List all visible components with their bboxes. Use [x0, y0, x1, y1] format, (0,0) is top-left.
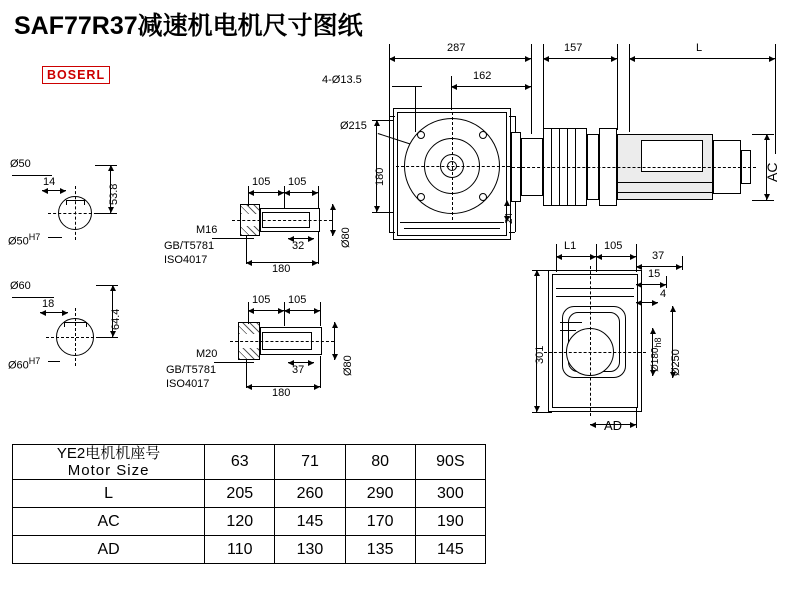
callout-m16-std1: GB/T5781: [164, 240, 215, 252]
ext-162-l: [451, 76, 452, 110]
ext-180-top: [372, 120, 394, 121]
ext-line-538-bot: [95, 213, 117, 214]
dimline-105r: [596, 256, 636, 257]
ext-AD-r: [636, 408, 637, 428]
centerline-v-60: [75, 308, 76, 366]
ext-line-644-bot: [96, 337, 118, 338]
centerline-output-v: [452, 112, 453, 220]
section-hatch-m16-bot: [241, 226, 259, 235]
leader-60-h7: [48, 361, 60, 362]
dimline-m16-105a: [248, 192, 284, 193]
leader-m20: [214, 362, 254, 363]
dimline-m20-d80: [334, 322, 335, 360]
dimline-162: [451, 86, 531, 87]
cell-L-71: 260: [275, 480, 345, 508]
end-view-rib2: [556, 296, 634, 297]
leader-holes-1: [392, 86, 422, 87]
cell-AC-71: 145: [275, 508, 345, 536]
dim-key-18: 18: [42, 298, 55, 310]
table-row-header: [13, 445, 486, 480]
dim-180: 180: [374, 167, 386, 186]
cell-AD-71: 130: [275, 536, 345, 564]
dim-m16-105b: 105: [288, 176, 307, 188]
dim-m20-180: 180: [272, 387, 291, 399]
centerline-v-50: [75, 186, 76, 240]
ext-m20-c: [320, 302, 321, 326]
dim-15-right: 15: [648, 268, 661, 280]
callout-bolt-holes: 4-Ø13.5: [322, 74, 362, 86]
dimline-15r: [636, 284, 666, 285]
section-hatch-m16-top: [241, 205, 259, 214]
dim-shaft50-h7-value: Ø50: [8, 235, 29, 248]
cell-AC-90S: 190: [415, 508, 485, 536]
ext-m20-b: [284, 302, 285, 326]
ext-AC-bot: [752, 200, 774, 201]
dim-4-right: 4: [660, 288, 667, 300]
callout-m16-std2: ISO4017: [164, 254, 208, 266]
callout-m20-std2: ISO4017: [166, 378, 210, 390]
dim-dia250: Ø250: [670, 349, 682, 376]
cell-AD-63: 110: [205, 536, 275, 564]
ext-15-r: [666, 276, 667, 288]
dim-len-538: 53.8: [108, 183, 120, 205]
keyway-left-50: [66, 200, 67, 205]
dim-L1: L1: [564, 240, 577, 252]
dim-m16-32: 32: [292, 240, 305, 252]
motor-size-table: [12, 444, 486, 564]
ext-301-top: [532, 270, 552, 271]
centerline-m20: [230, 341, 334, 342]
ext-m16-180-l: [246, 236, 247, 264]
table-header-cn: YE2电机机座号: [56, 445, 161, 462]
cell-AC-63: 120: [205, 508, 275, 536]
table-header-size-0: 63: [205, 445, 275, 480]
end-view-rib1: [556, 288, 634, 289]
dim-m20-105b: 105: [288, 294, 307, 306]
dimline-m20-105b: [284, 310, 320, 311]
end-view-centerline-v: [590, 266, 591, 416]
dimline-m16-105b: [284, 192, 318, 193]
row-label-L: L: [13, 480, 205, 508]
housing-lower-edge2: [404, 228, 500, 229]
centerline-output-h: [396, 166, 510, 167]
ext-m16-180-r: [318, 232, 319, 264]
dim-287: 287: [447, 42, 466, 54]
bolt-hole: [417, 193, 425, 201]
end-view-rib3: [560, 322, 582, 323]
dim-37-right: 37: [652, 250, 665, 262]
table-header-label: [13, 445, 205, 480]
ext-line-538-top: [95, 165, 117, 166]
dim-AD: AD: [604, 418, 623, 433]
dim-301: 301: [534, 345, 546, 364]
bolt-hole: [417, 131, 425, 139]
dim-162: 162: [473, 70, 492, 82]
dimline-m16-32: [288, 238, 314, 239]
dim-len-644: 64.4: [110, 308, 122, 330]
callout-m20-thread: M20: [196, 348, 218, 360]
dimline-L1: [556, 256, 596, 257]
keyway-left-60: [64, 322, 65, 327]
dimline-287: [389, 58, 531, 59]
keyway-right-60: [86, 322, 87, 327]
table-header-size-2: 80: [345, 445, 415, 480]
leader-holes-2: [415, 86, 416, 132]
dim-shaft60-h7: [8, 356, 40, 372]
flange-right-top: [509, 116, 515, 117]
section-hatch-m20-top: [239, 323, 259, 334]
dim-dia180-tol: h8: [653, 337, 663, 348]
ext-157-r: [617, 44, 618, 130]
dimline-4r: [636, 302, 658, 303]
dim-m16-180: 180: [272, 263, 291, 275]
dim-shaft60-dia: Ø60: [10, 280, 31, 292]
table-row: [13, 508, 486, 536]
flange-left: [389, 116, 390, 232]
centerline-motor: [512, 167, 756, 168]
dim-line-18: [40, 312, 68, 313]
motor-body-line2: [617, 192, 713, 193]
dim-L: L: [696, 42, 703, 54]
table-row: [13, 480, 486, 508]
dimline-m16-d80: [332, 204, 333, 236]
flange-left-bot: [389, 232, 395, 233]
ext-m20-180-l: [246, 360, 247, 388]
end-view-centerline-h: [544, 352, 646, 353]
dimline-157: [543, 58, 617, 59]
leader-m16: [212, 238, 254, 239]
table-header-en: Motor Size: [67, 462, 150, 479]
flange-right-bot: [509, 232, 515, 233]
bolt-hole: [479, 193, 487, 201]
dim-shaft50-dia: Ø50: [10, 158, 31, 170]
row-label-AD: AD: [13, 536, 205, 564]
callout-m16-thread: M16: [196, 224, 218, 236]
dimline-m20-105a: [248, 310, 284, 311]
row-label-AC: AC: [13, 508, 205, 536]
end-view-rib4: [560, 330, 576, 331]
cell-L-63: 205: [205, 480, 275, 508]
ext-37-r: [682, 256, 683, 270]
dim-m16-105a: 105: [252, 176, 271, 188]
dim-m20-dia80: Ø80: [342, 355, 354, 376]
dim-105-right: 105: [604, 240, 623, 252]
ext-180-bot: [372, 212, 394, 213]
table-header-size-1: 71: [275, 445, 345, 480]
dim-m20-105a: 105: [252, 294, 271, 306]
callout-dia215: Ø215: [340, 120, 367, 132]
dim-24: 24: [504, 212, 515, 224]
housing-lower-edge: [400, 222, 504, 223]
dim-line-14: [42, 190, 66, 191]
page-title: SAF77R37减速机电机尺寸图纸: [14, 12, 363, 40]
dim-157: 157: [564, 42, 583, 54]
dim-dia180: [650, 338, 663, 372]
dim-m16-dia80: Ø80: [340, 227, 352, 248]
dimline-301: [536, 270, 537, 412]
table-row: [13, 536, 486, 564]
ext-line-644-top: [96, 285, 118, 286]
cell-AC-80: 170: [345, 508, 415, 536]
ext-m16-c: [318, 186, 319, 208]
leader-50-h7: [48, 237, 62, 238]
ext-301-bot: [532, 412, 552, 413]
centerline-m16: [232, 220, 332, 221]
dim-shaft50-h7-tol: H7: [28, 232, 41, 242]
dim-shaft60-h7-tol: H7: [28, 356, 41, 366]
dim-shaft50-h7: [8, 232, 40, 248]
dimline-180: [376, 120, 377, 212]
section-hatch-m20-bot: [239, 348, 259, 359]
ext-287-r: [531, 44, 532, 134]
brand-logo: BOSERL: [42, 66, 110, 84]
dim-key-14: 14: [43, 176, 56, 188]
cell-AD-80: 135: [345, 536, 415, 564]
dim-dia180-value: Ø180: [650, 347, 661, 372]
dimline-m20-37: [288, 362, 314, 363]
keyway-right-50: [84, 200, 85, 205]
cell-L-80: 290: [345, 480, 415, 508]
bolt-hole: [479, 131, 487, 139]
dim-shaft60-h7-value: Ø60: [8, 359, 29, 372]
motor-body-line: [617, 182, 713, 183]
dim-AC: AC: [764, 162, 780, 182]
dimline-37r: [636, 266, 682, 267]
ext-m20-180-r: [320, 356, 321, 388]
cell-L-90S: 300: [415, 480, 485, 508]
dim-m20-37: 37: [292, 364, 305, 376]
flange-left-top: [389, 116, 395, 117]
table-header-size-3: 90S: [415, 445, 485, 480]
callout-m20-std1: GB/T5781: [166, 364, 217, 376]
dimline-L: [629, 58, 775, 59]
ext-AC-top: [752, 134, 774, 135]
ext-L-r: [775, 44, 776, 154]
cell-AD-90S: 145: [415, 536, 485, 564]
